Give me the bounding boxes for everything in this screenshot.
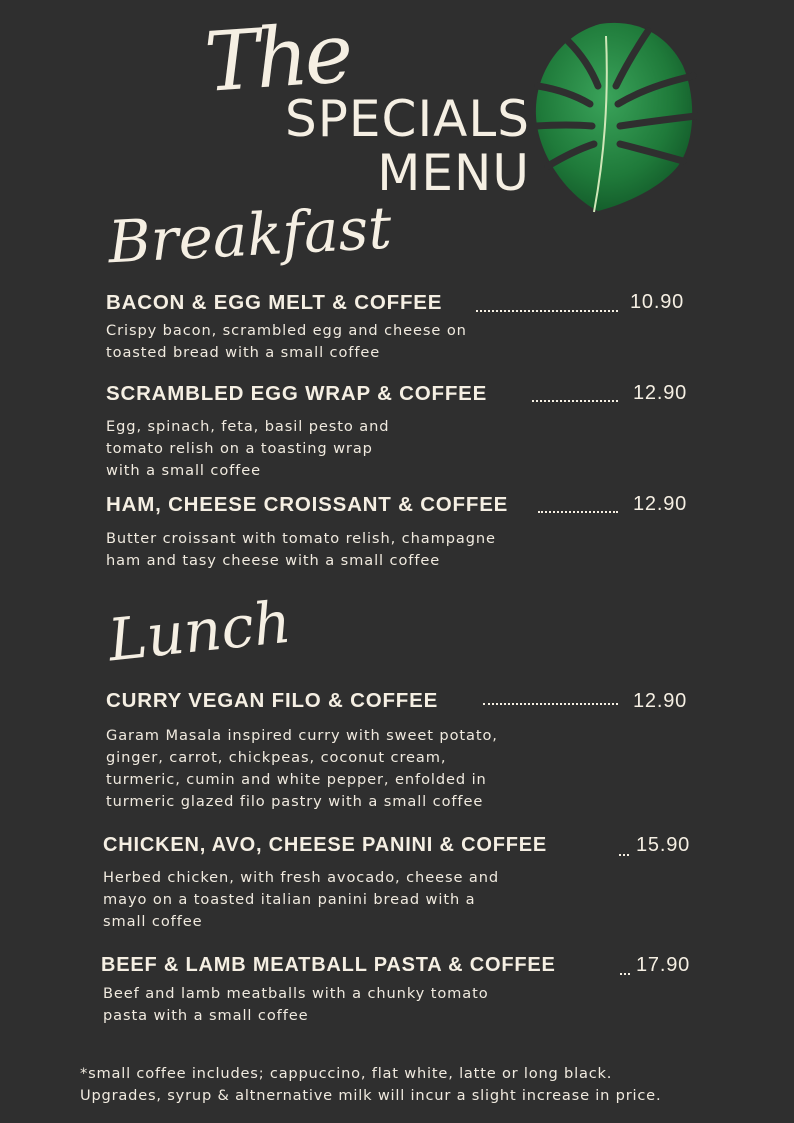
footnote-line: Upgrades, syrup & altnernative milk will incur a slight increase in price. xyxy=(80,1087,662,1104)
title-line-1: SPECIALS xyxy=(285,90,530,148)
item-name: HAM, CHEESE CROISSANT & COFFEE xyxy=(106,493,509,516)
item-name: SCRAMBLED EGG WRAP & COFFEE xyxy=(106,382,488,405)
item-price: 12.90 xyxy=(633,382,688,404)
section-heading-lunch: Lunch xyxy=(104,587,295,675)
item-description: Crispy bacon, scrambled egg and cheese on toasted bread with a small coffee xyxy=(106,322,467,361)
item-price: 10.90 xyxy=(630,291,685,313)
item-description: Egg, spinach, feta, basil pesto and tomato relish on a toasting wrap with a small coffee xyxy=(106,418,390,479)
item-price: 12.90 xyxy=(633,493,688,515)
item-description: Herbed chicken, with fresh avocado, cheese and mayo on a toasted italian panini bread with a small coffee xyxy=(103,869,500,930)
title-line-2: MENU xyxy=(377,144,530,202)
footnote-line: *small coffee includes; cappuccino, flat white, latte or long black. xyxy=(80,1065,613,1082)
item-name: CURRY VEGAN FILO & COFFEE xyxy=(106,689,439,712)
leader-dots xyxy=(538,511,618,513)
item-description: Butter croissant with tomato relish, champagne ham and tasy cheese with a small coffee xyxy=(106,530,496,569)
item-price: 12.90 xyxy=(633,690,688,712)
leader-dots xyxy=(483,703,618,705)
footnote xyxy=(80,1063,661,1107)
leader-dots xyxy=(476,310,618,312)
item-price: 15.90 xyxy=(636,834,691,856)
section-heading-breakfast: Breakfast xyxy=(106,193,394,277)
page-title xyxy=(250,92,530,200)
title-script: The xyxy=(201,6,353,111)
leader-dots xyxy=(532,400,618,402)
item-description: Beef and lamb meatballs with a chunky tomato pasta with a small coffee xyxy=(103,985,489,1024)
item-name: BEEF & LAMB MEATBALL PASTA & COFFEE xyxy=(101,954,556,976)
item-description: Garam Masala inspired curry with sweet potato, ginger, carrot, chickpeas, coconut cream, turmeric, cumin and white pepper, enfolded in turmeric glazed filo pastry with a small coffee xyxy=(106,727,498,810)
monstera-leaf-icon xyxy=(528,16,698,216)
leader-dots xyxy=(620,973,630,975)
item-name: CHICKEN, AVO, CHEESE PANINI & COFFEE xyxy=(103,834,548,856)
item-name: BACON & EGG MELT & COFFEE xyxy=(106,291,443,314)
leader-dots xyxy=(619,854,629,856)
item-price: 17.90 xyxy=(636,954,691,976)
